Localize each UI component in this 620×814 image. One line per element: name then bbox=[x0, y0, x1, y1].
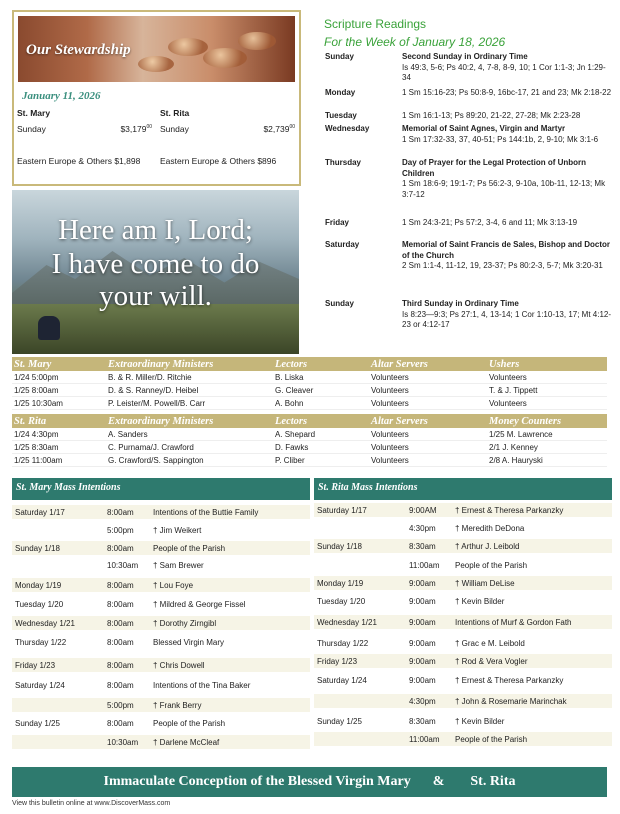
intention-text: † William DeLise bbox=[455, 578, 515, 588]
table-cell: D. Fawks bbox=[275, 442, 309, 452]
intention-text: People of the Parish bbox=[455, 734, 528, 744]
intention-text: † Chris Dowell bbox=[153, 660, 205, 670]
scripture-day: Saturday bbox=[325, 240, 360, 249]
intention-time: 9:00am bbox=[409, 596, 436, 606]
scripture-day: Friday bbox=[325, 218, 350, 227]
intention-time: 11:00am bbox=[409, 734, 440, 744]
intention-day: Thursday 1/22 bbox=[15, 637, 67, 647]
intention-time: 8:00am bbox=[107, 507, 134, 517]
column-header: Ushers bbox=[489, 358, 520, 370]
intention-text: † Kevin Bilder bbox=[455, 596, 505, 606]
collection-amount: $3,179$^{00}$ bbox=[120, 124, 152, 134]
intention-text: Intentions of the Buttie Family bbox=[153, 507, 259, 517]
intention-day: Thursday 1/22 bbox=[317, 638, 369, 648]
collection-label: Sunday bbox=[160, 124, 189, 134]
intention-time: 9:00am bbox=[409, 675, 436, 685]
intention-day: Friday 1/23 bbox=[317, 656, 358, 666]
quote-line-3: your will. bbox=[99, 280, 212, 312]
scripture-readings: 1 Sm 16:1-13; Ps 89:20, 21-22, 27-28; Mk 2:23-28 bbox=[402, 111, 581, 120]
online-bulletin-note: View this bulletin online at www.DiscoverMass.com bbox=[12, 800, 171, 807]
table-row bbox=[12, 397, 607, 410]
stewardship-box bbox=[12, 10, 301, 186]
table-row bbox=[12, 454, 607, 467]
table-cell: P. Leister/M. Powell/B. Carr bbox=[108, 398, 206, 408]
intention-day: Wednesday 1/21 bbox=[15, 618, 75, 628]
intention-text: People of the Parish bbox=[455, 560, 528, 570]
scripture-readings: 1 Sm 24:3-21; Ps 57:2, 3-4, 6 and 11; Mk 3:13-19 bbox=[402, 218, 578, 227]
intention-text: † Mildred & George Fissel bbox=[153, 599, 246, 609]
intention-time: 8:00am bbox=[107, 637, 134, 647]
table-cell: Volunteers bbox=[371, 398, 409, 408]
column-header: St. Rita bbox=[14, 415, 47, 427]
intention-row bbox=[12, 541, 310, 555]
scripture-day: Monday bbox=[325, 88, 356, 97]
intention-row bbox=[314, 539, 612, 553]
stewardship-st-rita bbox=[160, 108, 295, 166]
intention-day: Saturday 1/17 bbox=[15, 507, 65, 517]
intention-row bbox=[12, 635, 310, 649]
intentions-title: St. Mary Mass Intentions bbox=[12, 478, 310, 500]
other-collection: Eastern Europe & Others $896 bbox=[160, 156, 277, 166]
column-header: Extraordinary Ministers bbox=[108, 415, 214, 427]
st-mary-ministers-table bbox=[12, 357, 607, 410]
table-cell: B. Liska bbox=[275, 372, 304, 382]
scripture-readings: 2 Sm 1:1-4, 11-12, 19, 23-37; Ps 80:2-3, 5-7; Mk 3:20-31 bbox=[402, 261, 603, 270]
intention-text: † Dorothy Zirngibl bbox=[153, 618, 217, 628]
st-rita-mass-intentions bbox=[314, 478, 612, 762]
intention-day: Wednesday 1/21 bbox=[317, 617, 377, 627]
table-cell: Volunteers bbox=[371, 455, 409, 465]
intention-row bbox=[314, 714, 612, 728]
table-cell: Volunteers bbox=[489, 372, 527, 382]
table-cell: P. Cliber bbox=[275, 455, 305, 465]
table-cell: Volunteers bbox=[371, 372, 409, 382]
other-collection: Eastern Europe & Others $1,898 bbox=[17, 156, 141, 166]
intention-row bbox=[314, 615, 612, 629]
table-cell: 1/24 4:30pm bbox=[14, 429, 59, 439]
scripture-day-row bbox=[325, 299, 613, 331]
stewardship-st-mary bbox=[17, 108, 152, 166]
intention-row bbox=[314, 503, 612, 517]
table-row bbox=[12, 428, 607, 441]
table-cell: A. Sanders bbox=[108, 429, 148, 439]
scripture-day-row bbox=[325, 218, 613, 229]
intention-time: 11:00am bbox=[409, 560, 440, 570]
intention-text: † Kevin Bilder bbox=[455, 716, 505, 726]
quote-line-2: I have come to do bbox=[51, 248, 260, 280]
scripture-readings: 1 Sm 17:32-33, 37, 40-51; Ps 144:1b, 2, 9-10; Mk 3:1-6 bbox=[402, 134, 599, 144]
table-row bbox=[12, 441, 607, 454]
intention-row bbox=[12, 523, 310, 537]
intention-time: 9:00am bbox=[409, 617, 436, 627]
table-cell: 1/24 5:00pm bbox=[14, 372, 59, 382]
intention-row bbox=[314, 673, 612, 687]
intention-time: 8:30am bbox=[409, 716, 436, 726]
intention-text: † Rod & Vera Vogler bbox=[455, 656, 528, 666]
intention-time: 8:00am bbox=[107, 680, 134, 690]
intention-time: 5:00pm bbox=[107, 700, 134, 710]
table-cell: G. Cleaver bbox=[275, 385, 314, 395]
intention-text: † Arthur J. Leibold bbox=[455, 541, 520, 551]
intention-day: Friday 1/23 bbox=[15, 660, 56, 670]
table-row bbox=[12, 371, 607, 384]
intention-row bbox=[12, 505, 310, 519]
table-cell: Volunteers bbox=[371, 429, 409, 439]
intention-row bbox=[12, 616, 310, 630]
intention-time: 8:00am bbox=[107, 580, 134, 590]
table-row bbox=[12, 384, 607, 397]
intention-time: 8:00am bbox=[107, 618, 134, 628]
intention-text: Blessed Virgin Mary bbox=[153, 637, 224, 647]
intention-text: People of the Parish bbox=[153, 543, 226, 553]
scripture-day-row bbox=[325, 111, 613, 122]
scripture-day-row bbox=[325, 52, 613, 84]
table-cell: 1/25 10:30am bbox=[14, 398, 63, 408]
table-header bbox=[12, 414, 607, 428]
intention-time: 5:00pm bbox=[107, 525, 134, 535]
intention-row bbox=[12, 678, 310, 692]
table-cell: C. Purnama/J. Crawford bbox=[108, 442, 194, 452]
stewardship-title: Our Stewardship bbox=[26, 42, 131, 58]
intention-text: † Jim Weikert bbox=[153, 525, 202, 535]
table-cell: 1/25 8:30am bbox=[14, 442, 59, 452]
table-cell: A. Bohn bbox=[275, 398, 304, 408]
column-header: Altar Servers bbox=[371, 415, 428, 427]
table-cell: G. Crawford/S. Sappington bbox=[108, 455, 204, 465]
intention-row bbox=[12, 716, 310, 730]
seated-person-figure bbox=[38, 316, 60, 340]
intention-time: 9:00am bbox=[409, 578, 436, 588]
parish-name: St. Mary bbox=[17, 108, 51, 118]
intention-day: Tuesday 1/20 bbox=[15, 599, 64, 609]
scripture-day: Sunday bbox=[325, 52, 354, 61]
table-cell: Volunteers bbox=[371, 385, 409, 395]
intention-text: † Lou Foye bbox=[153, 580, 194, 590]
intention-row bbox=[314, 594, 612, 608]
intention-time: 10:30am bbox=[107, 560, 139, 570]
column-header: St. Mary bbox=[14, 358, 52, 370]
scripture-readings: Is 49:3, 5-6; Ps 40:2, 4, 7-8, 8-9, 10; 1 Cor 1:1-3; Jn 1:29-34 bbox=[402, 62, 606, 82]
st-mary-mass-intentions bbox=[12, 478, 310, 762]
intention-row bbox=[314, 654, 612, 668]
scripture-day-row bbox=[325, 124, 613, 145]
intention-row bbox=[12, 698, 310, 712]
table-cell: 2/1 J. Kenney bbox=[489, 442, 538, 452]
intention-time: 4:30pm bbox=[409, 696, 436, 706]
intention-day: Saturday 1/24 bbox=[317, 675, 367, 685]
intention-row bbox=[314, 732, 612, 746]
collection-amount: $2,739$^{00}$ bbox=[263, 124, 295, 134]
intention-time: 9:00am bbox=[409, 656, 436, 666]
stewardship-banner-image bbox=[18, 16, 295, 82]
intention-time: 10:30am bbox=[107, 737, 139, 747]
scripture-occasion: Day of Prayer for the Legal Protection of Unborn Children bbox=[402, 158, 587, 178]
scripture-occasion: Third Sunday in Ordinary Time bbox=[402, 299, 519, 308]
column-header: Lectors bbox=[275, 358, 308, 370]
intention-day: Sunday 1/25 bbox=[317, 716, 362, 726]
intention-day: Saturday 1/24 bbox=[15, 680, 65, 690]
parish-name: St. Rita bbox=[160, 108, 190, 118]
intention-text: † Ernest & Theresa Parkanzky bbox=[455, 675, 564, 685]
intention-time: 8:00am bbox=[107, 718, 134, 728]
stewardship-date: January 11, 2026 bbox=[22, 90, 101, 102]
st-rita-ministers-table bbox=[12, 414, 607, 467]
ampersand: & bbox=[432, 774, 445, 789]
intention-row bbox=[314, 521, 612, 535]
scripture-day: Tuesday bbox=[325, 111, 357, 120]
scripture-occasion: Memorial of Saint Francis de Sales, Bishop and Doctor of the Church bbox=[402, 240, 611, 260]
intention-time: 9:00am bbox=[409, 638, 436, 648]
intention-text: Intentions of the Tina Baker bbox=[153, 680, 251, 690]
intention-row bbox=[314, 576, 612, 590]
intentions-title: St. Rita Mass Intentions bbox=[314, 478, 612, 500]
intention-day: Monday 1/19 bbox=[317, 578, 364, 588]
table-cell: T. & J. Tippett bbox=[489, 385, 538, 395]
table-cell: 1/25 8:00am bbox=[14, 385, 59, 395]
intention-time: 9:00AM bbox=[409, 505, 437, 515]
column-header: Altar Servers bbox=[371, 358, 428, 370]
parish-names-footer bbox=[12, 767, 607, 797]
intention-time: 8:30am bbox=[409, 541, 436, 551]
scripture-title: Scripture Readings bbox=[324, 17, 427, 31]
table-cell: D. & S. Ranney/D. Heibel bbox=[108, 385, 199, 395]
scripture-subtitle: For the Week of January 18, 2026 bbox=[324, 35, 506, 49]
intention-row bbox=[314, 558, 612, 572]
parish-name-right: St. Rita bbox=[470, 774, 516, 789]
table-cell: 2/8 A. Hauryski bbox=[489, 455, 543, 465]
intention-row bbox=[12, 597, 310, 611]
table-cell: Volunteers bbox=[371, 442, 409, 452]
scripture-day-row bbox=[325, 88, 613, 99]
scripture-day-row bbox=[325, 240, 613, 272]
intention-text: † Frank Berry bbox=[153, 700, 202, 710]
intention-row bbox=[314, 636, 612, 650]
scripture-quote-image bbox=[12, 190, 299, 354]
intention-day: Sunday 1/25 bbox=[15, 718, 60, 728]
intention-text: † Sam Brewer bbox=[153, 560, 204, 570]
intention-text: Intentions of Murf & Gordon Fath bbox=[455, 617, 572, 627]
intention-text: † Darlene McCleaf bbox=[153, 737, 220, 747]
intention-text: † John & Rosemarie Marinchak bbox=[455, 696, 567, 706]
intention-row bbox=[12, 658, 310, 672]
intention-text: † Meredith DeDona bbox=[455, 523, 525, 533]
intention-row bbox=[12, 578, 310, 592]
intention-day: Sunday 1/18 bbox=[15, 543, 60, 553]
intention-text: † Grac e M. Leibold bbox=[455, 638, 525, 648]
intention-row bbox=[314, 694, 612, 708]
scripture-day: Sunday bbox=[325, 299, 354, 308]
table-cell: Volunteers bbox=[489, 398, 527, 408]
scripture-day-row bbox=[325, 158, 613, 200]
table-cell: 1/25 11:00am bbox=[14, 455, 63, 465]
intention-time: 8:00am bbox=[107, 660, 134, 670]
table-cell: A. Shepard bbox=[275, 429, 316, 439]
intention-row bbox=[12, 735, 310, 749]
parish-name-left: Immaculate Conception of the Blessed Virgin Mary bbox=[103, 774, 411, 789]
table-cell: 1/25 M. Lawrence bbox=[489, 429, 553, 439]
intention-row bbox=[12, 558, 310, 572]
intention-time: 4:30pm bbox=[409, 523, 436, 533]
intention-day: Tuesday 1/20 bbox=[317, 596, 366, 606]
scripture-readings: 1 Sm 15:16-23; Ps 50:8-9, 16bc-17, 21 and 23; Mk 2:18-22 bbox=[402, 88, 612, 97]
scripture-occasion: Memorial of Saint Agnes, Virgin and Martyr bbox=[402, 124, 566, 133]
column-header: Money Counters bbox=[489, 415, 562, 427]
intention-time: 8:00am bbox=[107, 543, 134, 553]
column-header: Lectors bbox=[275, 415, 308, 427]
table-header bbox=[12, 357, 607, 371]
intention-day: Sunday 1/18 bbox=[317, 541, 362, 551]
table-cell: B. & R. Miller/D. Ritchie bbox=[108, 372, 192, 382]
intention-day: Saturday 1/17 bbox=[317, 505, 367, 515]
quote-line-1: Here am I, Lord; bbox=[58, 214, 253, 246]
intention-text: People of the Parish bbox=[153, 718, 226, 728]
scripture-day: Wednesday bbox=[325, 124, 370, 133]
collection-label: Sunday bbox=[17, 124, 46, 134]
column-header: Extraordinary Ministers bbox=[108, 358, 214, 370]
scripture-readings: 1 Sm 18:6-9; 19:1-7; Ps 56:2-3, 9-10a, 10b-11, 12-13; Mk 3:7-12 bbox=[402, 179, 606, 199]
intention-time: 8:00am bbox=[107, 599, 134, 609]
scripture-readings: Is 8:23—9:3; Ps 27:1, 4, 13-14; 1 Cor 1:10-13, 17; Mt 4:12-23 or 4:12-17 bbox=[402, 309, 612, 329]
intention-day: Monday 1/19 bbox=[15, 580, 62, 590]
scripture-occasion: Second Sunday in Ordinary Time bbox=[402, 52, 528, 61]
intention-text: † Ernest & Theresa Parkanzky bbox=[455, 505, 564, 515]
scripture-day: Thursday bbox=[325, 158, 362, 167]
